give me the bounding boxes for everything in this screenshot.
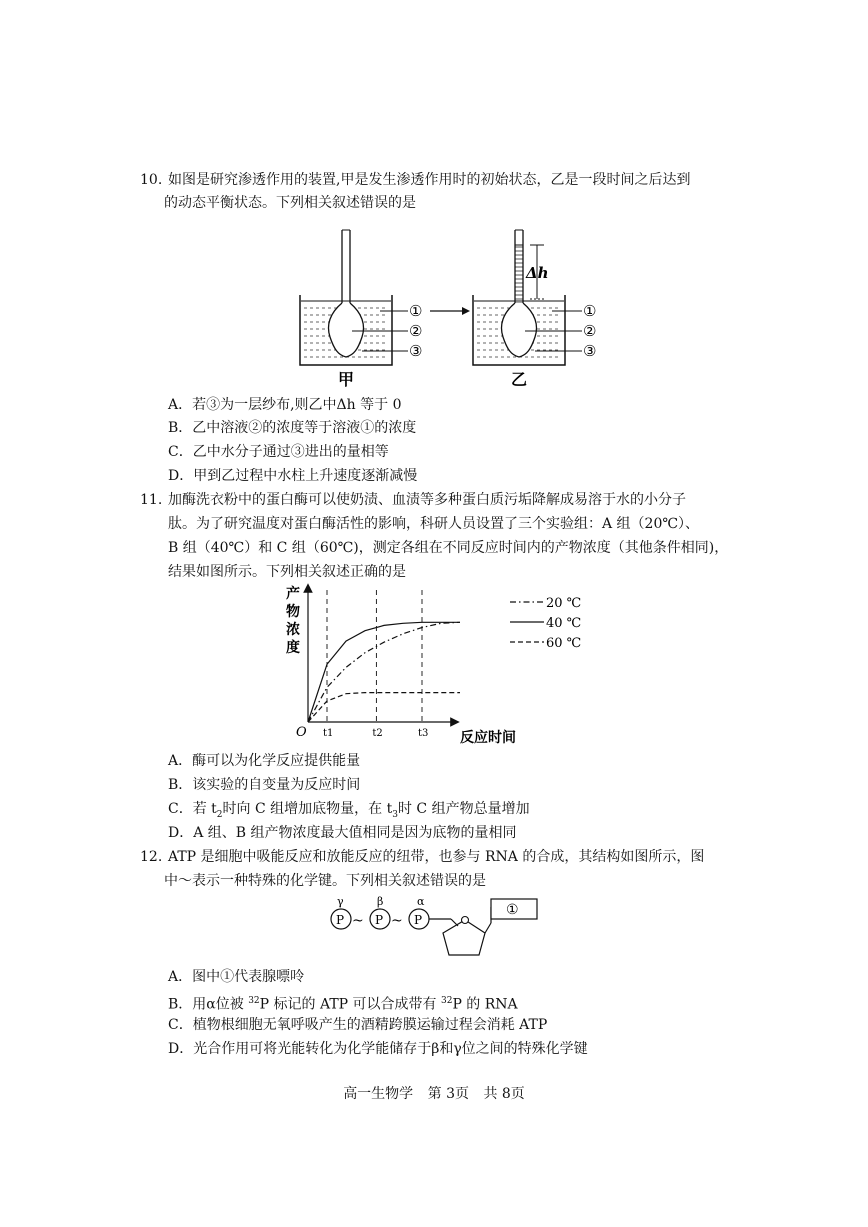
option-d: D．A 组、B 组产物浓度最大值相同是因为底物的量相同: [168, 825, 517, 841]
option-text: C．若 t: [168, 801, 217, 817]
option-a: A．图中①代表腺嘌呤: [168, 969, 305, 985]
option-b: B．乙中溶液②的浓度等于溶液①的浓度: [168, 420, 417, 436]
y-axis-label-3: 浓: [286, 622, 300, 638]
question-number: 12.: [140, 849, 163, 865]
question-stem: B 组（40℃）和 C 组（60℃)，测定各组在不同反应时间内的产物浓度（其他条件相同)，: [168, 540, 729, 556]
legend-label: 40 ℃: [546, 616, 582, 631]
label-jia: 甲: [338, 370, 355, 389]
question-number: 11.: [140, 492, 163, 508]
alpha-label: α: [417, 895, 425, 908]
legend-label: 60 ℃: [546, 636, 582, 651]
question-stem: 如图是研究渗透作用的装置,甲是发生渗透作用时的初始状态，乙是一段时间之后达到: [168, 172, 691, 188]
page-footer: [0, 1083, 868, 1103]
label-yi: 乙: [511, 370, 528, 389]
x-tick-label: t2: [372, 728, 383, 739]
option-text: 时 C 组产物总量增加: [397, 801, 530, 817]
option-a: A．若③为一层纱布,则乙中Δh 等于 0: [168, 397, 402, 413]
option-text: 时向 C 组增加底物量，在 t: [222, 801, 393, 817]
base-mark: ①: [506, 902, 519, 918]
mark-3: ③: [409, 342, 423, 360]
osmosis-apparatus-figure: [290, 225, 600, 393]
mark-2: ②: [409, 322, 423, 340]
question-stem: 肽。为了研究温度对蛋白酶活性的影响，科研人员设置了三个实验组：A 组（20℃）、: [168, 516, 700, 532]
option-b: B．该实验的自变量为反应时间: [168, 777, 361, 793]
ribose-ring: [443, 920, 485, 955]
y-axis-label-4: 度: [286, 640, 300, 656]
option-text: P 标记的 ATP 可以合成带有: [259, 996, 441, 1013]
y-axis-label-1: 产: [286, 586, 300, 602]
product-concentration-chart: [280, 582, 590, 747]
series-line-2: [308, 693, 460, 722]
mark-1: ①: [409, 302, 423, 320]
subscript: 3: [392, 809, 398, 820]
question-number: 10.: [140, 172, 163, 188]
mark-3: ③: [583, 342, 597, 360]
footer-page: 第 3页: [427, 1086, 469, 1102]
option-text: P 的 RNA: [452, 996, 518, 1013]
atp-structure-figure: [325, 893, 545, 963]
phosphate-label: P: [336, 913, 345, 927]
footer-total: 共 8页: [483, 1086, 525, 1102]
series-line-1: [308, 622, 460, 722]
x-tick-label: t3: [418, 728, 429, 739]
option-b: [168, 991, 518, 1015]
arrow-head-icon: [462, 307, 470, 315]
gamma-label: γ: [337, 895, 344, 908]
legend-label: 20 ℃: [546, 596, 582, 611]
x-tick-label: t1: [323, 728, 334, 739]
y-axis-label-2: 物: [286, 604, 300, 620]
delta-h-label: Δh: [526, 264, 549, 282]
option-text: B．用α位被: [168, 996, 249, 1013]
x-axis-label: 反应时间: [460, 730, 516, 746]
option-d: D．光合作用可将光能转化为化学能储存于β和γ位之间的特殊化学键: [168, 1041, 588, 1057]
beaker-yi: [473, 230, 596, 389]
option-c: C．植物根细胞无氧呼吸产生的酒精跨膜运输过程会消耗 ATP: [168, 1017, 548, 1033]
phosphate-label: P: [414, 913, 423, 927]
question-stem: 加酶洗衣粉中的蛋白酶可以使奶渍、血渍等多种蛋白质污垢降解成易溶于水的小分子: [168, 492, 686, 508]
footer-subject: 高一生物学: [343, 1086, 414, 1102]
superscript: 32: [440, 996, 453, 1006]
question-stem: 的动态平衡状态。下列相关叙述错误的是: [164, 195, 416, 211]
origin-label: O: [296, 725, 307, 740]
option-d: D．甲到乙过程中水柱上升速度逐渐减慢: [168, 468, 418, 484]
series-line-0: [308, 622, 460, 722]
question-stem: 结果如图所示。下列相关叙述正确的是: [168, 564, 406, 580]
beaker-jia: [300, 230, 422, 389]
mark-1: ①: [583, 302, 597, 320]
question-stem: ATP 是细胞中吸能反应和放能反应的纽带，也参与 RNA 的合成，其结构如图所示，图: [168, 849, 705, 865]
beta-label: β: [377, 895, 384, 908]
subscript: 2: [216, 809, 223, 820]
high-energy-bond: ~: [352, 913, 364, 929]
option-c: C．乙中水分子通过③进出的量相等: [168, 444, 389, 460]
option-a: A．酶可以为化学反应提供能量: [168, 753, 361, 769]
phosphate-label: P: [375, 913, 384, 927]
option-c: [168, 799, 530, 825]
superscript: 32: [248, 996, 260, 1006]
question-stem: 中～表示一种特殊的化学键。下列相关叙述错误的是: [164, 873, 486, 889]
high-energy-bond: ~: [391, 913, 403, 929]
mark-2: ②: [583, 322, 597, 340]
ring-oxygen-icon: [462, 917, 469, 924]
